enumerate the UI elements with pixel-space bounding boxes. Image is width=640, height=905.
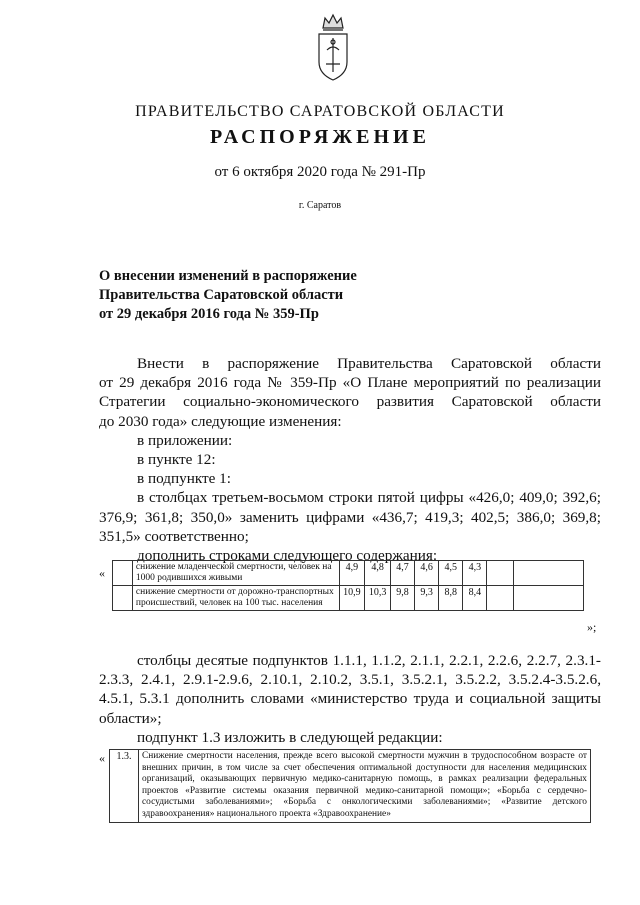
table-cell	[113, 561, 133, 586]
document-subject	[99, 267, 357, 324]
table-subitem	[109, 749, 591, 823]
body-paragraph-1	[99, 354, 601, 565]
table-cell-label: снижение смертности от дорожно-транспортных происшествий, человек на 100 тыс. населения	[132, 586, 339, 611]
table-row	[110, 750, 591, 823]
document-date-number: от 6 октября 2020 года № 291-Пр	[214, 164, 426, 180]
table-cell-text: Снижение смертности населения, прежде всего высокой смертности мужчин в трудоспособном возрасте от внешних причин, в том числе за счет обеспечения оптимальной доступности для населения медицинских организаций, оказывающих первичную медико-санитарную помощь, в рамках реализации федеральных проектов «Развитие системы оказания первичной медико-санитарной помощи»; «Борьба с сердечно-сосудистыми заболеваниями»; «Борьба с онкологическими заболеваниями»; «Развитие детского здравоохранения» национального проекта «Здравоохранение»	[139, 750, 591, 823]
body-paragraph-2	[99, 651, 601, 747]
table-cell	[113, 586, 133, 611]
text-line: 4.5.1, 5.3.1 дополнить словами «министерство труда и социальной защиты	[99, 690, 601, 708]
table2-open-quote: «	[99, 751, 105, 765]
table-row	[113, 586, 584, 611]
government-title: ПРАВИТЕЛЬСТВО САРАТОВСКОЙ ОБЛАСТИ	[135, 103, 505, 120]
text-line: столбцы десятые подпунктов 1.1.1, 1.1.2, 2.1.1, 2.2.1, 2.2.6, 2.2.7, 2.3.1-	[137, 652, 601, 669]
table-cell-value: 10,9	[339, 586, 365, 611]
text-line: 376,9; 361,8; 350,0» заменить цифрами «436,7; 419,3; 402,5; 386,0; 369,8;	[99, 508, 601, 526]
text-line: 351,5» соответственно;	[99, 527, 249, 545]
text-line: Внести в распоряжение Правительства Саратовской области	[137, 355, 601, 372]
table-cell-value: 4,7	[390, 561, 414, 586]
text-line: до 2030 года» следующие изменения:	[99, 412, 342, 430]
table-cell-value: 4,3	[463, 561, 487, 586]
table-cell-value: 10,3	[365, 586, 391, 611]
table-cell-value: 4,5	[439, 561, 463, 586]
table1-close-quote: »;	[587, 620, 597, 634]
text-line: 2.3.3, 2.4.1, 2.9.1-2.9.6, 2.10.1, 2.10.2, 3.5.1, 3.5.2.1, 3.5.2.2, 3.5.2.4-3.5.2.6,	[99, 671, 601, 689]
table-cell-value: 9,3	[415, 586, 439, 611]
text-line: дополнить строками следующего содержания:	[137, 546, 438, 564]
coat-of-arms-icon	[313, 10, 353, 82]
table-cell-value: 4,6	[415, 561, 439, 586]
table1-open-quote: «	[99, 566, 105, 580]
table-cell-value: 9,8	[390, 586, 414, 611]
table-cell	[513, 586, 583, 611]
table-row	[113, 561, 584, 586]
table-cell-label: снижение младенческой смертности, человек на 1000 родившихся живыми	[132, 561, 339, 586]
table-cell-value: 4,9	[339, 561, 365, 586]
table-cell	[487, 561, 513, 586]
text-line: области»;	[99, 709, 162, 727]
text-line: в подпункте 1:	[137, 470, 231, 488]
subject-line: Правительства Саратовской области	[99, 287, 344, 303]
table-cell-value: 8,8	[439, 586, 463, 611]
table-cell-value: 8,4	[463, 586, 487, 611]
text-line: в столбцах третьем-восьмом строки пятой цифры «426,0; 409,0; 392,6;	[137, 489, 601, 507]
text-line: в пункте 12:	[137, 450, 216, 468]
table-cell	[513, 561, 583, 586]
subject-line: от 29 декабря 2016 года № 359-Пр	[99, 306, 319, 322]
text-line: Стратегии социально-экономического развития Саратовской области	[99, 393, 601, 411]
table-indicators	[112, 560, 584, 611]
subject-line: О внесении изменений в распоряжение	[99, 268, 357, 284]
table-cell-number: 1.3.	[110, 750, 139, 823]
table-cell-value: 4,8	[365, 561, 391, 586]
text-line: от 29 декабря 2016 года № 359-Пр «О Плане мероприятий по реализации	[99, 374, 601, 392]
table-cell	[487, 586, 513, 611]
document-type: РАСПОРЯЖЕНИЕ	[210, 126, 430, 148]
text-line: в приложении:	[137, 431, 233, 449]
text-line: подпункт 1.3 изложить в следующей редакции:	[137, 728, 443, 746]
document-city: г. Саратов	[298, 200, 342, 211]
